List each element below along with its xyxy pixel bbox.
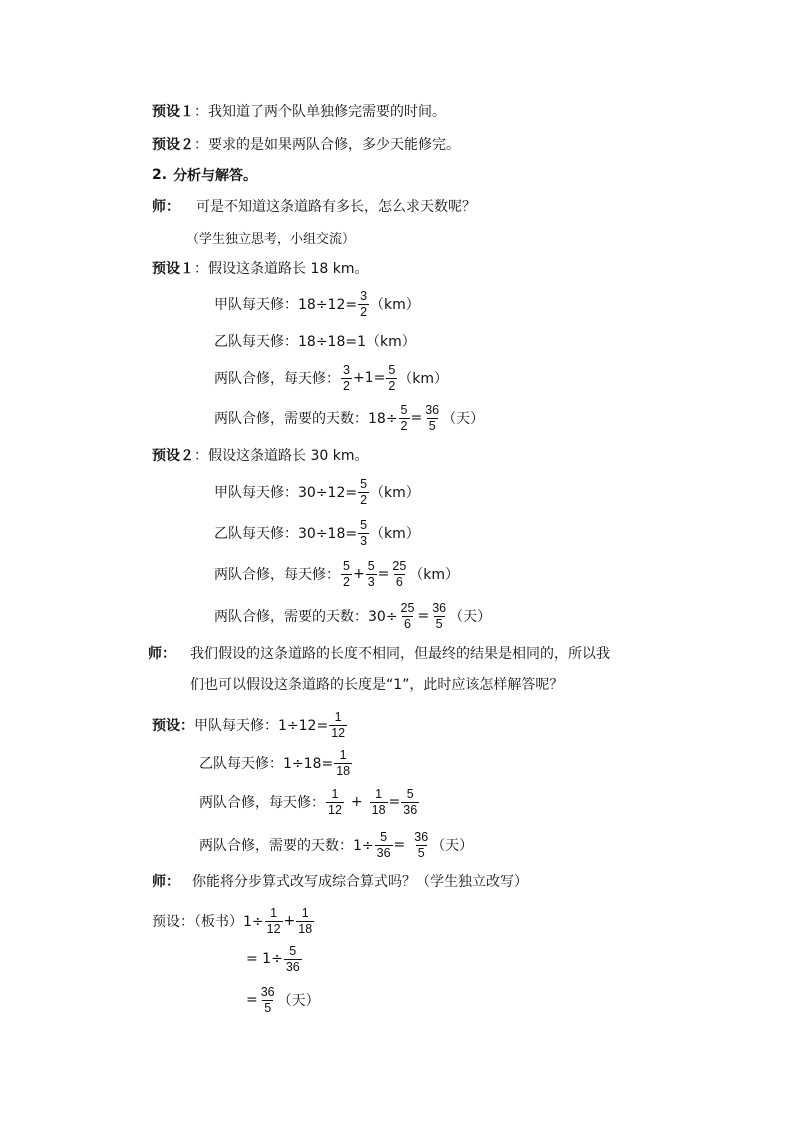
calc-text: 甲队每天修：18÷12= (214, 297, 358, 313)
numerator: 5 (388, 363, 396, 378)
line-text: ：要求的是如果两队合修，多少天能修完。 (194, 137, 460, 153)
board-expression (152, 904, 315, 938)
numerator: 3 (343, 363, 350, 378)
denominator: 2 (388, 378, 396, 393)
preset-label: 预设２ (152, 448, 194, 464)
fraction (412, 830, 430, 860)
denominator: 12 (266, 921, 281, 936)
calc-combined-rate-30 (214, 557, 459, 591)
unit: （天） (431, 838, 474, 854)
teacher-question-2-cont (190, 670, 563, 698)
operator: = (410, 410, 423, 426)
denominator: 2 (360, 492, 368, 507)
line-preset1-assume (152, 254, 368, 282)
preset-label: 预设２ (152, 137, 194, 153)
unit: （km） (409, 567, 460, 583)
denominator: 2 (360, 304, 368, 319)
line-text: ：我知道了两个队单独修完需要的时间。 (194, 104, 446, 120)
section-title: 分析与解答。 (173, 168, 258, 184)
numerator: 5 (367, 559, 375, 574)
denominator: 5 (417, 845, 425, 860)
line-preset1-intro (152, 97, 446, 125)
line-text: ：假设这条道路长 30 km。 (194, 448, 369, 464)
calc-text: = (246, 992, 258, 1008)
operator: + (350, 794, 363, 810)
calc-text: 两队合修，每天修： (214, 567, 340, 583)
operator: + (352, 566, 365, 582)
numerator: 5 (360, 477, 368, 492)
preset-label: 预设： (152, 718, 194, 734)
operator: = (417, 608, 430, 624)
fraction (341, 363, 352, 393)
numerator: 5 (343, 559, 350, 574)
unit: （天） (277, 993, 320, 1009)
numerator: 36 (414, 830, 429, 845)
numerator: 25 (400, 601, 415, 616)
line-text: 可是不知道这条道路有多长，怎么求天数呢？ (196, 199, 476, 215)
denominator: 3 (360, 533, 368, 548)
board-step-2 (246, 942, 303, 976)
numerator: 1 (339, 748, 347, 763)
calc-team-b-18 (214, 327, 416, 355)
numerator: 5 (360, 518, 368, 533)
calc-text: 两队合修，需要的天数：18÷ (214, 411, 398, 427)
fraction (341, 559, 352, 589)
numerator: 3 (360, 289, 368, 304)
denominator: 5 (428, 418, 436, 433)
denominator: 12 (328, 802, 342, 817)
calc-text: 两队合修，每天修： (214, 371, 340, 387)
denominator: 6 (395, 574, 403, 589)
preset-label: 预设１ (152, 104, 194, 120)
fraction (259, 985, 277, 1015)
denominator: 2 (343, 378, 350, 393)
denominator: 18 (336, 763, 351, 778)
denominator: 36 (285, 959, 300, 974)
speaker-label: 师： (152, 199, 180, 215)
unit: （km） (370, 526, 420, 542)
denominator: 5 (264, 1000, 272, 1015)
calc-text: 两队合修，需要的天数：30÷ (214, 609, 398, 625)
fraction (430, 601, 448, 631)
unit: （天） (442, 411, 485, 427)
calc-text: 乙队每天修：1÷18= (199, 756, 334, 772)
line-text: 我们假设的这条道路的长度不相同，但最终的结果是相同的，所以我 (190, 646, 610, 662)
fraction (370, 787, 388, 817)
operator: = (393, 837, 406, 853)
calc-team-b-unit (199, 746, 353, 780)
line-text: ：假设这条道路长 18 km。 (194, 261, 369, 277)
numerator: 25 (392, 559, 407, 574)
operator: + (283, 913, 296, 929)
calc-team-a-18 (214, 287, 420, 321)
fraction (366, 559, 377, 589)
numerator: 1 (270, 906, 278, 921)
denominator: 2 (343, 574, 350, 589)
operator: +1= (352, 370, 386, 386)
fraction (326, 787, 344, 817)
section-number: 2. (152, 167, 168, 183)
calc-days-unit (199, 828, 473, 862)
numerator: 5 (380, 830, 388, 845)
unit: （km） (370, 297, 420, 313)
operator: = (388, 794, 401, 810)
preset-label: 预设１ (152, 261, 194, 277)
denominator: 12 (331, 725, 346, 740)
calc-text: 乙队每天修：30÷18= (214, 526, 358, 542)
numerator: 5 (406, 787, 414, 802)
section-heading (152, 161, 257, 189)
line-preset2-assume (152, 441, 368, 469)
line-text: 们也可以假设这条道路的长度是“1”，此时应该怎样解答呢？ (190, 677, 564, 693)
denominator: 6 (404, 616, 411, 631)
denominator: 36 (403, 802, 418, 817)
calc-text: = 1÷ (246, 951, 283, 967)
fraction (375, 830, 393, 860)
fraction (423, 403, 441, 433)
denominator: 18 (371, 802, 386, 817)
numerator: 1 (331, 787, 339, 802)
line-text: 你能将分步算式改写成综合算式吗？（学生独立改写） (192, 874, 528, 890)
numerator: 1 (334, 710, 342, 725)
speaker-label: 师： (152, 874, 180, 890)
numerator: 5 (289, 944, 297, 959)
numerator: 36 (260, 985, 275, 1000)
denominator: 5 (435, 616, 443, 631)
fraction (329, 710, 347, 740)
operator: = (377, 566, 390, 582)
unit: （天） (449, 609, 492, 625)
teacher-question-1 (152, 192, 476, 220)
calc-combined-rate-18 (214, 361, 448, 395)
unit: （km） (398, 371, 449, 387)
calc-team-a-30 (214, 475, 420, 509)
calc-days-18 (214, 401, 484, 435)
calc-text: 甲队每天修：1÷12= (194, 718, 329, 734)
fraction (358, 477, 369, 507)
teacher-question-3 (152, 867, 528, 895)
fraction (401, 787, 419, 817)
unit: （km） (370, 485, 420, 501)
calc-text: 两队合修，每天修： (199, 795, 325, 811)
calc-text: 预设：（板书）1÷ (152, 914, 264, 930)
calc-text: 两队合修，需要的天数：1÷ (199, 838, 374, 854)
numerator: 36 (425, 403, 440, 418)
board-step-3 (246, 983, 320, 1017)
speaker-label: 师： (148, 646, 176, 662)
denominator: 36 (376, 845, 391, 860)
fraction (334, 748, 352, 778)
calc-team-b-30 (214, 516, 420, 550)
line-preset2-intro (152, 130, 460, 158)
fraction (358, 518, 369, 548)
calc-days-30 (214, 599, 491, 633)
calc-text: 乙队每天修：18÷18=1（km） (214, 334, 416, 350)
fraction (386, 363, 397, 393)
fraction (284, 944, 302, 974)
teacher-question-2 (148, 639, 610, 667)
student-activity-note (186, 223, 355, 251)
fraction (296, 906, 314, 936)
numerator: 36 (432, 601, 447, 616)
fraction (265, 906, 283, 936)
fraction (358, 289, 369, 319)
denominator: 18 (298, 921, 313, 936)
denominator: 3 (367, 574, 375, 589)
line-text: （学生独立思考，小组交流） (186, 231, 356, 247)
numerator: 1 (301, 906, 309, 921)
fraction (399, 601, 417, 631)
fraction (399, 403, 410, 433)
numerator: 5 (400, 403, 408, 418)
denominator: 2 (400, 418, 408, 433)
fraction (390, 559, 408, 589)
calc-combined-rate-unit (199, 785, 420, 819)
numerator: 1 (375, 787, 383, 802)
calc-team-a-unit (152, 708, 348, 742)
calc-text: 甲队每天修：30÷12= (214, 485, 358, 501)
